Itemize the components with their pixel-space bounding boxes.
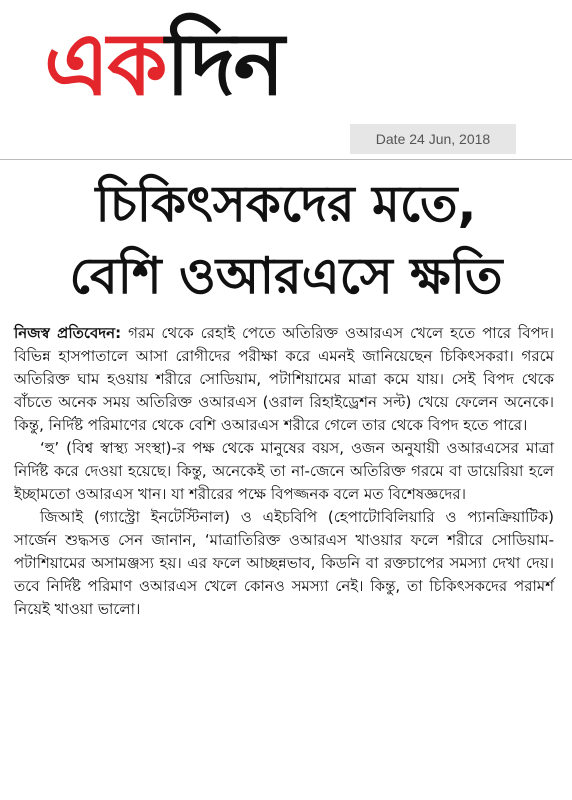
article-body bbox=[14, 322, 554, 621]
header-divider bbox=[0, 159, 572, 160]
logo-part-black: দিন bbox=[165, 15, 283, 115]
newspaper-logo bbox=[44, 10, 544, 120]
date-badge: Date 24 Jun, 2018 bbox=[350, 124, 516, 154]
article-lead: নিজস্ব প্রতিবেদন: bbox=[14, 324, 122, 342]
logo-part-red: এক bbox=[44, 15, 166, 115]
masthead bbox=[0, 0, 572, 160]
headline-line-2: বেশি ওআরএসে ক্ষতি bbox=[69, 247, 503, 305]
headline-line-1: চিকিৎসকদের মতে, bbox=[95, 175, 477, 233]
article-paragraph-1-text: গরম থেকে রেহাই পেতে অতিরিক্ত ওআরএস খেলে হতে পারে বিপদ। বিভিন্ন হাসপাতালে আসা রোগীদের পরীক্ষা করে এমনই জানিয়েছেন চিকিৎসকরা। গরমে অতিরিক্ত ঘাম হওয়ায় শরীরে সোডিয়াম, পটাশিয়ামের মাত্রা কমে যায়। সেই বিপদ থেকে বাঁচতে অনেক সময় অতিরিক্ত ওআরএস (ওরাল রিহাইড্রেশন সল্ট) খেয়ে ফেলেন অনেকে। কিন্তু, নির্দিষ্ট পরিমাণের থেকে বেশি ওআরএস শরীরে গেলে তার থেকে বিপদ হতে পারে। bbox=[14, 324, 554, 434]
article-paragraph-3: জিআই (গ্যাস্ট্রো ইনটেস্টিনাল) ও এইচবিপি (হেপাটোবিলিয়ারি ও প্যানক্রিয়াটিক) সার্জেন শুদ্ধসত্ত সেন জানান, ‘মাত্রাতিরিক্ত ওআরএস খাওয়ার ফলে শরীরে সোডিয়াম-পটাশিয়ামের অসামঞ্জস্য হয়। এর ফলে আচ্ছন্নভাব, কিডনি বা রক্তচাপের সমস্যা দেখা দেয়। তবে নির্দিষ্ট পরিমাণ ওআরএস খেলে কোনও সমস্যা নেই। কিন্তু, তা চিকিৎসকদের পরামর্শ নিয়েই খাওয়া ভালো। bbox=[14, 508, 554, 618]
headline bbox=[10, 168, 562, 312]
article-paragraph-1 bbox=[14, 322, 554, 437]
article-paragraph-2: ‘হু’ (বিশ্ব স্বাস্থ্য সংস্থা)-র পক্ষ থেকে মানুষের বয়স, ওজন অনুযায়ী ওআরএসের মাত্রা নির্দিষ্ট করে দেওয়া হয়েছে। কিন্তু, অনেকেই তা না-জেনে অতিরিক্ত গরমে বা ডায়েরিয়া হলে ইচ্ছামতো ওআরএস খান। যা শরীরের পক্ষে বিপজ্জনক বলে মত বিশেষজ্ঞদের। bbox=[14, 439, 554, 503]
